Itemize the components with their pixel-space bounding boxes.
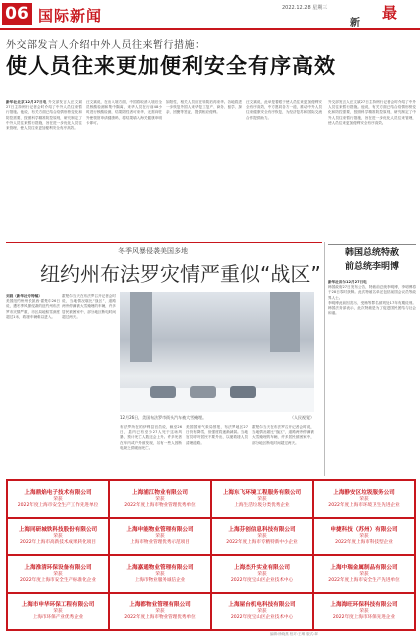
- ad-award-label: 荣获: [359, 496, 369, 502]
- ad-award-label: 荣获: [53, 534, 63, 540]
- ad-award-label: 荣获: [155, 534, 165, 540]
- ny-paragraph: 美国纽约州州长凯西·霍楚尔26日说，遭冬季风暴侵袭的纽约州布法罗市灾情严重，市区局地积雪深度超过1米，救援车辆难以进入。: [6, 299, 60, 319]
- ad-award: 2022年度上海市环保先进企业: [332, 615, 396, 621]
- ad-company: 上海东飞环境工程服务有限公司: [222, 489, 302, 496]
- lead-column-5: 外交部发言人汪文斌27日主持例行记者会时介绍了中外人员往来暂行措施。他说，有关方面已结合疫情形势变化和防控需要，按照科学精准防控原则，研究制定了中外人员往来暂行措施，旨在进一步优化人员往来管理，使人员往来更加便利安全有序高效。: [328, 100, 416, 125]
- ad-block: [313, 593, 415, 631]
- ad-block: [313, 555, 415, 593]
- korea-column: [328, 280, 416, 476]
- lead-column-4: 汪文斌说，此举是着眼于使人员往来更加便利安全有序高效，中方愿同各方一道，推动中外人员往来健康安全有序恢复，为经济复苏和国际交流合作提供助力。: [246, 100, 322, 120]
- korea-paragraph-2: 李明博此前因贪污、受贿等罪名被判处17年有期徒刑。韩国法务部表示，此次特赦是为了促进国民团结与社会和谐。: [328, 300, 416, 316]
- korea-title-line-1: 韩国总统特赦: [344, 248, 399, 258]
- ad-award: 2022年度宝山区企业技术中心: [230, 615, 294, 621]
- ad-company: 上海申能物业管理有限公司: [126, 527, 194, 534]
- korea-paragraph-1: 韩国政府27日发布公告，特赦前总统李明博，李明博将于28日零时获释。此次特赦名单还包括前国会议员等政界人士。: [328, 285, 416, 300]
- ny-subtitle: 冬季风暴侵袭美国多地: [118, 247, 188, 255]
- ad-block: [313, 518, 415, 556]
- caption-credit: （人民视觉）: [290, 415, 314, 420]
- ad-award: 上海市物业服务诚信企业: [134, 577, 186, 583]
- ad-company: 上海海旺环保科技有限公司: [330, 602, 398, 609]
- ad-award: 2022年度上海市物业管理优秀单位: [124, 615, 196, 621]
- ny-column-1: [6, 294, 60, 474]
- ad-award-label: 荣获: [53, 496, 63, 502]
- ad-award-label: 荣获: [155, 609, 165, 615]
- column-divider: [324, 242, 325, 476]
- lead-column-2: 汪文斌说，在出入境方面，中国将取消入境后全员核酸检测和集中隔离，来华人员在行前48小时进行核酸检测，结果阴性者可来华，无需向驻外使领馆申请健康码，将结果填入海关健康申明卡即可。: [86, 100, 162, 125]
- page-footer: 编辑:徐晓燕 校对:王琳 版式:翠: [270, 632, 318, 636]
- ad-award-label: 荣获: [257, 571, 267, 577]
- ad-company: 上海市申华环保工程有限公司: [21, 602, 95, 609]
- ny-column-4: 美国国家气象局预报，布法罗地区27日仍有降雪，但强度将逐渐减弱。当地官员呼吁居民不要外出，以便救援人员清理道路。: [186, 425, 248, 445]
- ad-award: 2022年度上海市物业管理优秀单位: [124, 502, 196, 508]
- ny-column-5: 霍楚尔当天在布法罗召开记者会时说，当地情况堪比“战区”，道路两旁停满被大雪掩埋的车辆，许多居民被困家中，部分地区断电时间超过两天。: [252, 425, 314, 445]
- ad-award: 2022年度上海市环境卫生先进企业: [328, 502, 400, 508]
- lead-headline: 使人员往来更加便利安全有序高效: [6, 53, 336, 78]
- ny-byline: 刘晨（新华社专特稿）: [6, 294, 42, 298]
- lead-column-1: [6, 100, 82, 240]
- ad-award: 2022年度上海市专精特新中小企业: [226, 540, 298, 546]
- ad-block: [211, 555, 313, 593]
- page-number: 06: [2, 3, 32, 25]
- ad-block: [211, 593, 313, 631]
- ad-award-label: 荣获: [257, 534, 267, 540]
- ad-company: 上海屋台机电科技有限公司: [228, 602, 296, 609]
- ny-column-2: 霍楚尔当天在布法罗召开记者会时说，当地情况堪比“战区”，道路两旁停满被大雪掩埋的车辆，许多居民被困家中，部分地区断电时间超过两天。: [62, 294, 116, 319]
- korea-headline: [328, 246, 416, 274]
- ad-award-label: 荣获: [155, 496, 165, 502]
- ad-company: 上海芬创信息科技有限公司: [228, 527, 296, 534]
- section-title: 国际新闻: [38, 7, 103, 25]
- ad-block: [109, 480, 211, 518]
- masthead-prefix: 新: [350, 18, 360, 29]
- ny-column-3: 布法罗所在的伊利县官员说，截至26日，县内已有至少27人死于这场风暴，预计死亡人数还会上升。许多死者在车内或户外被发现，另有一些人因断电缺乏供暖而死亡。: [120, 425, 182, 450]
- ad-block: [211, 518, 313, 556]
- ad-award-label: 荣获: [53, 609, 63, 615]
- ad-company: 上海嘉通物业管理有限公司: [126, 564, 194, 571]
- ad-block: [7, 555, 109, 593]
- masthead-logo: 最: [382, 4, 398, 22]
- lead-column-3: 如阳性，相关人员应在转阴后再来华。各地将进一步恢复外国人来华复工复产、商务、留学、探亲、团聚等签证，提供相应便利。: [166, 100, 242, 115]
- lead-byline: 新华社北京12月27日电: [6, 100, 47, 104]
- ad-company: 上海中瑞金属制品有限公司: [330, 564, 398, 571]
- ad-award: 2022年度宝山区企业技术中心: [230, 577, 294, 583]
- ad-award: 2022年上海市高新技术成果转化项目: [19, 540, 96, 546]
- issue-date: 2022.12.28 星期三: [282, 5, 328, 11]
- korea-rule: [328, 244, 416, 245]
- ad-award-label: 荣获: [53, 571, 63, 577]
- ad-award-label: 荣获: [359, 534, 369, 540]
- ad-company: 上海浦江物业有限公司: [132, 489, 188, 496]
- ad-award: 2022年度上海市安全生产先进单位: [328, 577, 400, 583]
- ny-photo: [120, 292, 314, 412]
- ad-award: 上海生活垃圾分类优秀企业: [234, 502, 290, 508]
- ad-award: 2022年度上海市安全生产工作先进单位: [17, 502, 99, 508]
- ad-award: 2022年度上海市安全生产标准化企业: [19, 577, 96, 583]
- ad-award-label: 荣获: [257, 609, 267, 615]
- ny-headline: 纽约州布法罗灾情严重似“战区”: [40, 262, 321, 286]
- ad-award-label: 荣获: [155, 571, 165, 577]
- ad-award-label: 荣获: [359, 571, 369, 577]
- ad-company: 上海淮清环保设备有限公司: [24, 564, 92, 571]
- ad-company: 上海鼎焰电子技术有限公司: [24, 489, 92, 496]
- korea-title-line-2: 前总统李明博: [344, 262, 399, 272]
- ad-company: 上海杰升实业有限公司: [234, 564, 290, 571]
- ad-block: [7, 518, 109, 556]
- ad-award: 2022年度上海市科技型企业: [335, 540, 393, 546]
- caption-text: 12月26日，美国布法罗市街头汽车被大雪掩埋。: [120, 415, 207, 420]
- ad-award-label: 荣获: [359, 609, 369, 615]
- section-divider: [6, 242, 322, 243]
- korea-byline: 新华社首尔12月27日电: [328, 280, 367, 284]
- lead-paragraph: 外交部发言人汪文斌27日主持例行记者会时介绍了中外人员往来暂行措施。他说，有关方面已结合疫情形势变化和防控需要，按照科学精准防控原则，研究制定了中外人员往来暂行措施，旨在进一步优化人员往来管理，使人员往来更加便利安全有序高效。: [6, 100, 82, 131]
- ad-company: 上海同研城铁科技股份有限公司: [18, 527, 98, 534]
- ad-company: 上海都物业管理有限公司: [129, 602, 191, 609]
- ad-award: 上海市物业管理优秀示范项目: [130, 540, 190, 546]
- ad-block: [7, 593, 109, 631]
- ad-block: [7, 480, 109, 518]
- ad-block: [109, 555, 211, 593]
- photo-caption: [120, 415, 314, 421]
- ad-block: [313, 480, 415, 518]
- page-header: [0, 0, 420, 30]
- ad-award: 上海市环保产业优秀企业: [32, 615, 84, 621]
- ad-company: 上海静安区垃圾服务公司: [333, 489, 395, 496]
- ad-block: [211, 480, 313, 518]
- ad-block: [109, 593, 211, 631]
- ad-grid: [6, 479, 416, 631]
- ad-award-label: 荣获: [257, 496, 267, 502]
- lead-kicker: 外交部发言人介绍中外人员往来暂行措施：: [6, 40, 206, 51]
- ad-block: [109, 518, 211, 556]
- ad-company: 申捷科技（苏州）有限公司: [330, 527, 398, 534]
